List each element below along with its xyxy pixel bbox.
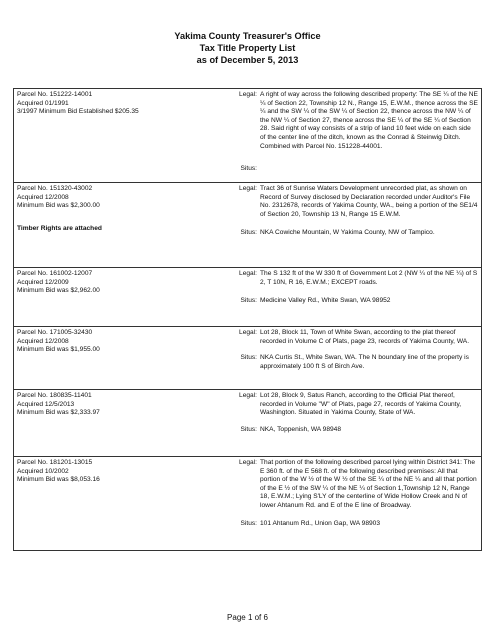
parcel-description xyxy=(227,390,481,456)
table-row xyxy=(13,89,482,183)
minimum-bid: Minimum Bid was $2,300.00 xyxy=(17,202,100,210)
situs-label: Situs: xyxy=(240,165,257,173)
property-table xyxy=(13,88,482,551)
minimum-bid: Minimum Bid was $8,053.16 xyxy=(17,476,100,484)
parcel-description xyxy=(227,268,481,326)
parcel-number: Parcel No. 180835-11401 xyxy=(17,392,92,399)
parcel-description xyxy=(227,327,481,389)
parcel-number: Parcel No. 151222-14001 xyxy=(17,91,93,98)
table-row xyxy=(13,327,482,390)
legal-label: Legal: xyxy=(239,392,257,399)
legal-text: Tract 36 of Sunrise Waters Development unrecorded plat, as shown on Record of Survey disclosed by Declaration recorded under Auditor's File No. 2312678, records of Yakima County, WA., being a portion of the SE1/4 of Section 20, Township 13 N, Range 15 E.W.M. xyxy=(260,185,478,218)
minimum-bid: Minimum Bid was $2,962.00 xyxy=(17,287,100,295)
legal-label: Legal: xyxy=(239,270,257,277)
parcel-info xyxy=(14,327,227,389)
legal-text: That portion of the following described parcel lying within District 341: The E 360 ft. of the E 568 ft. of the following described premises: All that portion of the W ½ of the W ½ of the SE ¼ of the NE ¼ and all that portion of the E ½ of the SW ¼ of the NE ¼ of Section 1,Township 12 N, Range 18, E.W.M.; Lying S'LY of the centerline of Wide Hollow Creek and N of lower Ahtanum Rd. and E of the E line of Broadway. xyxy=(260,459,477,509)
acquired-date: Acquired 12/5/2013 xyxy=(17,400,75,408)
parcel-number: Parcel No. 171005-32430 xyxy=(17,329,93,336)
table-row xyxy=(13,457,482,551)
situs-text xyxy=(260,165,478,174)
minimum-bid: 3/1997 Minimum Bid Established $205.35 xyxy=(17,108,139,116)
legal-text: The S 132 ft of the W 330 ft of Government Lot 2 (NW ¼ of the NE ¼) of S 2, T 10N, R 16, E.W.M.; EXCEPT roads. xyxy=(260,270,478,286)
situs-label: Situs: xyxy=(240,425,257,433)
acquired-date: Acquired 12/2009 xyxy=(17,278,69,286)
situs-text: NKA, Toppenish, WA 98948 xyxy=(260,425,342,433)
parcel-description xyxy=(227,457,481,550)
minimum-bid: Minimum Bid was $2,333.97 xyxy=(17,409,100,417)
acquired-date: Acquired 12/2008 xyxy=(17,193,69,201)
situs-label: Situs: xyxy=(240,519,257,527)
parcel-info xyxy=(14,268,227,326)
situs-text: 101 Ahtanum Rd., Union Gap, WA 98903 xyxy=(260,519,380,527)
parcel-description xyxy=(227,89,481,182)
acquired-date: Acquired 10/2002 xyxy=(17,467,69,475)
legal-label: Legal: xyxy=(239,329,257,336)
situs-label: Situs: xyxy=(240,354,257,362)
situs-text: Medicine Valley Rd., White Swan, WA 98952 xyxy=(260,297,391,305)
minimum-bid: Minimum Bid was $1,955.00 xyxy=(17,346,100,354)
acquired-date: Acquired 12/2008 xyxy=(17,337,69,345)
table-row xyxy=(13,390,482,457)
legal-text: Lot 28, Block 9, Satus Ranch, according to the Official Plat thereof, recorded in Volume "W" of Plats, page 27, records of Yakima County, Washington. Situated in Yakima County, State of WA. xyxy=(260,392,462,417)
situs-label: Situs: xyxy=(240,229,257,237)
parcel-number: Parcel No. 151320-43002 xyxy=(17,185,93,192)
legal-text: Lot 28, Block 11, Town of White Swan, according to the plat thereof recorded in Volume C of Plats, page 23, records of Yakima County, WA. xyxy=(260,329,470,345)
legal-label: Legal: xyxy=(239,185,257,192)
parcel-info xyxy=(14,457,227,550)
table-row xyxy=(13,183,482,268)
acquired-date: Acquired 01/1991 xyxy=(17,99,69,107)
situs-label: Situs: xyxy=(240,297,257,305)
timber-rights-note: Timber Rights are attached xyxy=(17,224,102,232)
parcel-description xyxy=(227,183,481,267)
list-date: as of December 5, 2013 xyxy=(196,55,299,65)
table-row xyxy=(13,268,482,327)
parcel-number: Parcel No. 181201-13015 xyxy=(17,459,93,466)
parcel-info xyxy=(14,183,227,267)
page-header xyxy=(0,30,495,66)
legal-label: Legal: xyxy=(239,91,257,98)
office-title: Yakima County Treasurer's Office xyxy=(174,31,321,41)
page-number: Page 1 of 6 xyxy=(227,613,268,622)
parcel-info xyxy=(14,89,227,182)
parcel-number: Parcel No. 161002-12007 xyxy=(17,270,93,277)
situs-text: NKA Cowiche Mountain, W Yakima County, NW of Tampico. xyxy=(260,229,435,237)
situs-text: NKA Curtis St., White Swan, WA. The N boundary line of the property is approximately 100 ft S of Birch Ave. xyxy=(260,354,469,370)
legal-label: Legal: xyxy=(239,459,257,466)
parcel-info xyxy=(14,390,227,456)
list-title: Tax Title Property List xyxy=(199,43,296,53)
legal-text: A right of way across the following described property: The SE ¼ of the NE ¼ of Section 22, Township 12 N., Range 15, E.W.M., thence across the SE ¼ and the SW ¼ of the SW ¼ of Section 22, thence across the NW ¼ of the NW ¼ of Section 27, thence across the SE ¼ of the SE ¼ of Section 28. Said right of way consists of a strip of land 10 feet wide on each side of the center line of the ditch, known as the Conrad & Steinwig Ditch. Combined with Parcel No. 151228-44001. xyxy=(260,91,478,150)
